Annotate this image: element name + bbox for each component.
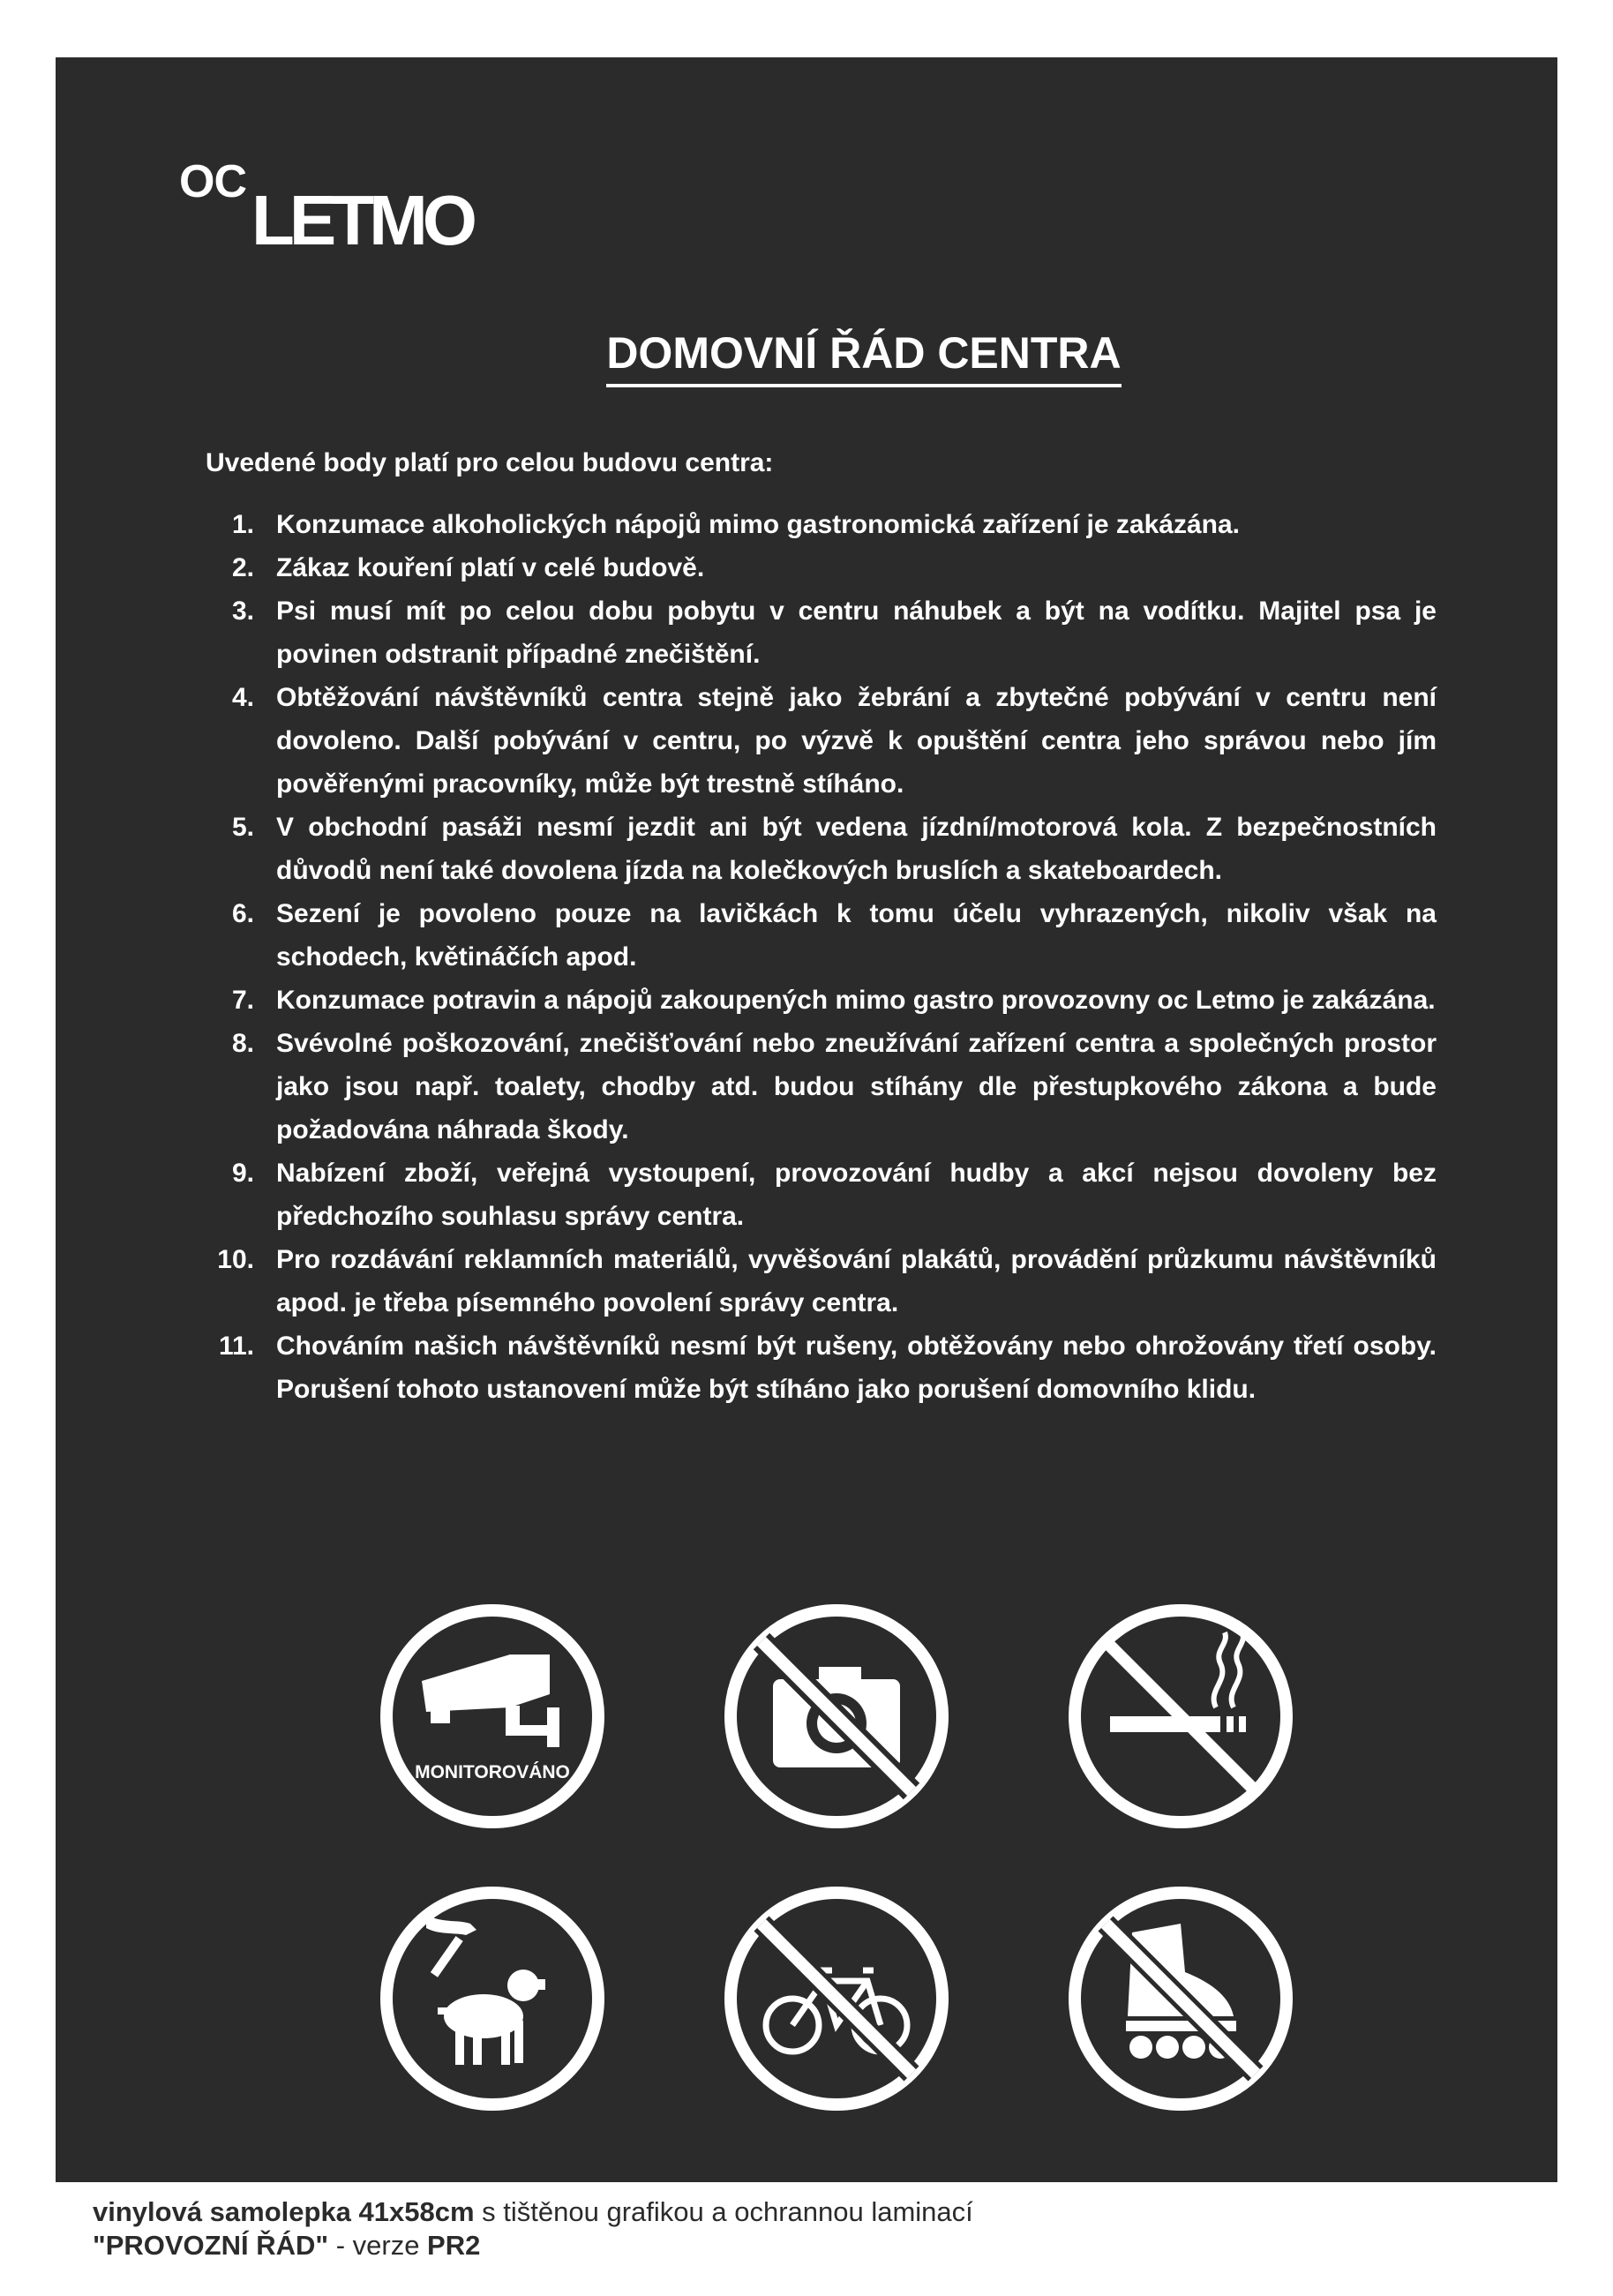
rule-number: 2. <box>231 553 254 582</box>
rule-text: Pro rozdávání reklamních materiálů, vyvěšování plakátů, provádění průzkumu návštěvníků apod. je třeba písemného povolení správy centra. <box>276 1245 1437 1317</box>
print-spec-line-1 <box>93 2195 973 2229</box>
rule-item <box>188 1324 1437 1411</box>
rule-text: Psi musí mít po celou dobu pobytu v centru náhubek a být na vodítku. Majitel psa je povinen odstranit případné znečištění. <box>276 597 1437 669</box>
rule-number: 3. <box>231 597 254 626</box>
rule-number: 1. <box>231 510 254 539</box>
material-detail: s tištěnou grafikou a ochrannou laminací <box>474 2196 973 2227</box>
rule-item <box>188 1152 1437 1238</box>
rule-number: 6. <box>231 899 254 928</box>
rule-item <box>188 806 1437 892</box>
monitoring-label: MONITOROVÁNO <box>415 1762 570 1782</box>
rules-list <box>188 503 1437 1411</box>
no-inline-skates-icon <box>1066 1884 1295 2113</box>
rule-text: Obtěžování návštěvníků centra stejně jako žebrání a zbytečné pobývání v centru není dovoleno. Další pobývání v centru, po výzvě k opuštění centra jeho správou nebo jím pověřenými pracovníky, může být trestně stíháno. <box>276 683 1437 799</box>
version-prefix: - verze <box>328 2230 428 2261</box>
no-photography-icon <box>722 1602 951 1831</box>
pictogram-grid <box>325 1602 1339 2131</box>
rule-item <box>188 503 1437 546</box>
rule-text: Zákaz kouření platí v celé budově. <box>276 553 705 582</box>
cctv-camera-icon <box>378 1602 607 1831</box>
rule-item <box>188 1238 1437 1324</box>
rule-number: 7. <box>231 986 254 1015</box>
intro-text: Uvedené body platí pro celou budovu centra: <box>206 448 774 477</box>
oc-letmo-logo <box>179 156 585 265</box>
logo-name: LETMO <box>251 181 472 259</box>
no-bicycles-icon <box>722 1884 951 2113</box>
rule-text: Svévolné poškozování, znečišťování nebo zneužívání zařízení centra a společných prostor jako jsou např. toalety, chodby atd. budou stíhány dle přestupkového zákona a bude požadována náhrada škody. <box>276 1029 1437 1144</box>
version-code: PR2 <box>427 2230 481 2261</box>
print-spec-note <box>93 2195 973 2262</box>
rule-text: V obchodní pasáži nesmí jezdit ani být vedena jízdní/motorová kola. Z bezpečnostních důvodů není také dovolena jízda na kolečkových bruslích a skateboardech. <box>276 813 1437 885</box>
page-title: DOMOVNÍ ŘÁD CENTRA <box>606 331 1121 387</box>
rule-text: Konzumace alkoholických nápojů mimo gastronomická zařízení je zakázána. <box>276 510 1240 539</box>
rule-number: 5. <box>231 813 254 842</box>
rule-item <box>188 892 1437 979</box>
rule-text: Chováním našich návštěvníků nesmí být rušeny, obtěžovány nebo ohrožovány třetí osoby. Porušení tohoto ustanovení může být stíháno jako porušení domovního klidu. <box>276 1332 1437 1404</box>
rule-number: 10. <box>217 1245 254 1274</box>
rule-item <box>188 1022 1437 1152</box>
rule-item <box>188 546 1437 589</box>
rule-number: 8. <box>231 1029 254 1058</box>
dog-on-leash-icon <box>378 1884 607 2113</box>
rule-number: 4. <box>231 683 254 712</box>
rule-text: Sezení je povoleno pouze na lavičkách k tomu účelu vyhrazených, nikoliv však na schodech, květináčích apod. <box>276 899 1437 972</box>
rule-text: Konzumace potravin a nápojů zakoupených mimo gastro provozovny oc Letmo je zakázána. <box>276 986 1436 1015</box>
house-rules-sign <box>56 57 1557 2182</box>
page-title-wrap <box>56 328 1557 387</box>
rule-item <box>188 589 1437 676</box>
logo-prefix: OC <box>179 156 246 207</box>
print-spec-line-2 <box>93 2229 973 2262</box>
no-smoking-icon <box>1066 1602 1295 1831</box>
rule-number: 11. <box>218 1332 254 1361</box>
rule-number: 9. <box>231 1159 254 1188</box>
rule-text: Nabízení zboží, veřejná vystoupení, provozování hudby a akcí nejsou dovoleny bez předchozího souhlasu správy centra. <box>276 1159 1437 1231</box>
document-name: "PROVOZNÍ ŘÁD" <box>93 2230 329 2261</box>
material-spec: vinylová samolepka 41x58cm <box>93 2196 475 2227</box>
rule-item <box>188 979 1437 1022</box>
rule-item <box>188 676 1437 806</box>
